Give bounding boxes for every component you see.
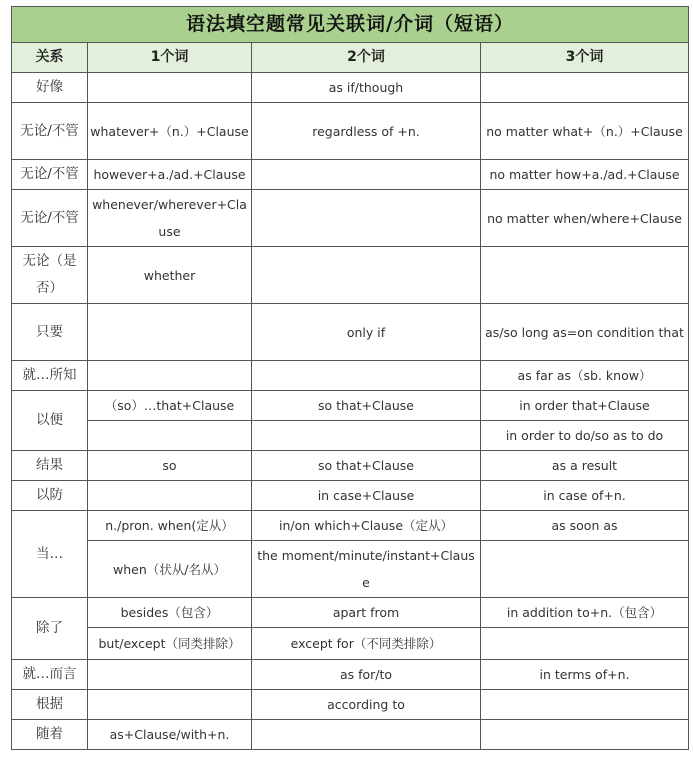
- table-row: [12, 304, 689, 361]
- three-words-cell: no matter what+（n.）+Clause: [481, 103, 689, 160]
- table-row: [12, 481, 689, 511]
- relation-cell: 结果: [12, 451, 88, 481]
- table-row: [12, 451, 689, 481]
- table-row: [12, 421, 689, 451]
- one-word-cell: n./pron. when(定从）: [88, 511, 252, 541]
- table-row: [12, 190, 689, 247]
- relation-cell: 只要: [12, 304, 88, 361]
- three-words-cell: [481, 247, 689, 304]
- three-words-cell: no matter when/where+Clause: [481, 190, 689, 247]
- three-words-cell: [481, 73, 689, 103]
- three-words-cell: as/so long as=on condition that: [481, 304, 689, 361]
- two-words-cell: regardless of +n.: [252, 103, 481, 160]
- three-words-cell: [481, 720, 689, 750]
- two-words-cell: according to: [252, 690, 481, 720]
- one-word-cell: when（状从/名从）: [88, 541, 252, 598]
- three-words-cell: as a result: [481, 451, 689, 481]
- three-words-cell: in addition to+n.（包含）: [481, 598, 689, 628]
- three-words-cell: in terms of+n.: [481, 660, 689, 690]
- two-words-cell: as for/to: [252, 660, 481, 690]
- header-row: [12, 43, 689, 73]
- one-word-cell: [88, 421, 252, 451]
- three-words-cell: no matter how+a./ad.+Clause: [481, 160, 689, 190]
- one-word-cell: so: [88, 451, 252, 481]
- one-word-cell: [88, 660, 252, 690]
- relation-cell: 以防: [12, 481, 88, 511]
- relation-cell: 根据: [12, 690, 88, 720]
- table-row: [12, 511, 689, 541]
- one-word-cell: [88, 690, 252, 720]
- header-one-word: 1个词: [88, 43, 252, 73]
- two-words-cell: apart from: [252, 598, 481, 628]
- table-row: [12, 73, 689, 103]
- two-words-cell: only if: [252, 304, 481, 361]
- relation-cell: 就…所知: [12, 361, 88, 391]
- two-words-cell: so that+Clause: [252, 391, 481, 421]
- header-relation: 关系: [12, 43, 88, 73]
- two-words-cell: [252, 247, 481, 304]
- relation-cell: 当…: [12, 511, 88, 598]
- two-words-cell: as if/though: [252, 73, 481, 103]
- two-words-cell: [252, 720, 481, 750]
- table-row: [12, 628, 689, 660]
- two-words-cell: [252, 160, 481, 190]
- two-words-cell: [252, 361, 481, 391]
- relation-cell: 无论/不管: [12, 190, 88, 247]
- one-word-cell: whether: [88, 247, 252, 304]
- table-row: [12, 103, 689, 160]
- table-row: [12, 598, 689, 628]
- table-row: [12, 247, 689, 304]
- title-row: [12, 7, 689, 43]
- one-word-cell: [88, 361, 252, 391]
- relation-cell: 无论/不管: [12, 160, 88, 190]
- two-words-cell: so that+Clause: [252, 451, 481, 481]
- table-row: [12, 660, 689, 690]
- two-words-cell: [252, 421, 481, 451]
- three-words-cell: in case of+n.: [481, 481, 689, 511]
- relation-cell: 随着: [12, 720, 88, 750]
- relation-cell: 无论/不管: [12, 103, 88, 160]
- grammar-table: [11, 6, 689, 750]
- two-words-cell: the moment/minute/instant+Clause: [252, 541, 481, 598]
- table-row: [12, 160, 689, 190]
- table-title: 语法填空题常见关联词/介词（短语）: [12, 7, 689, 43]
- table-row: [12, 720, 689, 750]
- one-word-cell: as+Clause/with+n.: [88, 720, 252, 750]
- table-row: [12, 391, 689, 421]
- three-words-cell: [481, 628, 689, 660]
- two-words-cell: [252, 190, 481, 247]
- three-words-cell: [481, 690, 689, 720]
- one-word-cell: besides（包含）: [88, 598, 252, 628]
- three-words-cell: in order to do/so as to do: [481, 421, 689, 451]
- header-two-words: 2个词: [252, 43, 481, 73]
- one-word-cell: whenever/wherever+Clause: [88, 190, 252, 247]
- header-three-words: 3个词: [481, 43, 689, 73]
- three-words-cell: [481, 541, 689, 598]
- three-words-cell: as soon as: [481, 511, 689, 541]
- three-words-cell: as far as（sb. know）: [481, 361, 689, 391]
- table-row: [12, 541, 689, 598]
- table-row: [12, 361, 689, 391]
- two-words-cell: except for（不同类排除）: [252, 628, 481, 660]
- one-word-cell: whatever+（n.）+Clause: [88, 103, 252, 160]
- relation-cell: 就…而言: [12, 660, 88, 690]
- table-container: [11, 6, 689, 750]
- table-row: [12, 690, 689, 720]
- one-word-cell: [88, 481, 252, 511]
- two-words-cell: in case+Clause: [252, 481, 481, 511]
- one-word-cell: however+a./ad.+Clause: [88, 160, 252, 190]
- one-word-cell: but/except（同类排除）: [88, 628, 252, 660]
- relation-cell: 除了: [12, 598, 88, 660]
- relation-cell: 好像: [12, 73, 88, 103]
- one-word-cell: [88, 304, 252, 361]
- one-word-cell: （so）…that+Clause: [88, 391, 252, 421]
- three-words-cell: in order that+Clause: [481, 391, 689, 421]
- two-words-cell: in/on which+Clause（定从）: [252, 511, 481, 541]
- relation-cell: 无论（是否）: [12, 247, 88, 304]
- relation-cell: 以便: [12, 391, 88, 451]
- one-word-cell: [88, 73, 252, 103]
